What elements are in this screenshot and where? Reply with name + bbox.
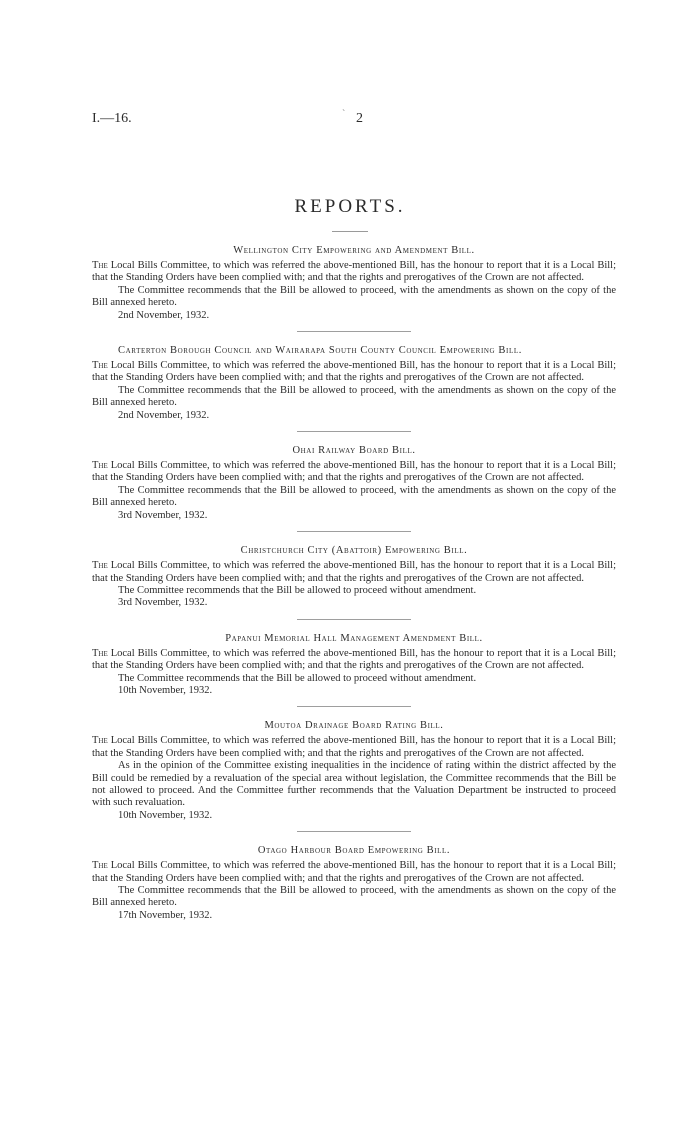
- report-recommendation: The Committee recommends that the Bill be allowed to proceed, with the amendments as shown on the copy of the Bill annexed hereto.: [92, 484, 616, 509]
- report-date: 2nd November, 1932.: [118, 409, 210, 421]
- report-date: 3rd November, 1932.: [118, 509, 208, 521]
- report-paragraph: [92, 560, 616, 585]
- report-wellington: [92, 244, 616, 322]
- title-divider: [332, 231, 368, 232]
- report-recommendation: The Committee recommends that the Bill be allowed to proceed, with the amendments as shown on the copy of the Bill annexed hereto.: [92, 885, 616, 909]
- paragraph-lead: The: [92, 647, 108, 659]
- report-paragraph: [92, 260, 616, 285]
- paragraph-lead: The: [92, 860, 108, 872]
- paragraph-text: Local Bills Committee, to which was referred the above-mentioned Bill, has the honour to report that it is a Local Bill; that the Standing Orders have been complied with; and that the rights and prerogatives of the Crown are not affected.: [92, 860, 616, 884]
- report-body: [92, 460, 616, 522]
- section-divider: [297, 431, 411, 432]
- section-divider: [297, 706, 411, 707]
- section-divider: [297, 619, 411, 620]
- paragraph-text: Local Bills Committee, to which was referred the above-mentioned Bill, has the honour to report that it is a Local Bill; that the Standing Orders have been complied with; and that the rights and prerogatives of the Crown are not affected.: [92, 735, 616, 759]
- report-body: [92, 860, 616, 922]
- report-recommendation: As in the opinion of the Committee existing inequalities in the incidence of rating within the district affected by the Bill could be remedied by a revaluation of the special area without legislation, the Committee recommends that the Bill be not allowed to proceed. And the Committee further recommends that the Valuation Department be instructed to proceed with such revaluation.: [92, 760, 616, 809]
- report-paragraph: [92, 860, 616, 885]
- paragraph-text: Local Bills Committee, to which was referred the above-mentioned Bill, has the honour to report that it is a Local Bill; that the Standing Orders have been complied with; and that the rights and prerogatives of the Crown are not affected.: [92, 560, 616, 584]
- paragraph-lead: The: [92, 260, 108, 271]
- section-divider: [297, 831, 411, 832]
- report-recommendation: The Committee recommends that the Bill be allowed to proceed, with the amendments as shown on the copy of the Bill annexed hereto.: [92, 284, 616, 309]
- report-ohai: [92, 444, 616, 522]
- report-date: 2nd November, 1932.: [118, 309, 210, 321]
- report-body: [92, 560, 616, 610]
- report-title: Carterton Borough Council and Wairarapa South County Council Empowering Bill.: [118, 345, 522, 357]
- report-paragraph: [92, 735, 616, 760]
- report-title: Wellington City Empowering and Amendment Bill.: [233, 245, 475, 256]
- report-paragraph: [92, 648, 616, 673]
- report-title: Ohai Railway Board Bill.: [292, 445, 416, 457]
- paragraph-text: Local Bills Committee, to which was referred the above-mentioned Bill, has the honour to report that it is a Local Bill; that the Standing Orders have been complied with; and that the rights and prerogatives of the Crown are not affected.: [92, 260, 616, 284]
- paragraph-lead: The: [92, 735, 108, 747]
- reports-list: [92, 244, 616, 922]
- section-divider: [297, 331, 411, 332]
- document-reference: I.—16.: [92, 111, 132, 126]
- report-recommendation: The Committee recommends that the Bill be allowed to proceed without amendment.: [118, 584, 477, 596]
- paragraph-text: Local Bills Committee, to which was referred the above-mentioned Bill, has the honour to report that it is a Local Bill; that the Standing Orders have been complied with; and that the rights and prerogatives of the Crown are not affected.: [92, 460, 616, 484]
- report-date: 10th November, 1932.: [118, 684, 213, 696]
- report-date: 3rd November, 1932.: [118, 597, 208, 609]
- report-title: Christchurch City (Abattoir) Empowering Bill.: [240, 545, 468, 557]
- report-christchurch: [92, 544, 616, 610]
- report-recommendation: The Committee recommends that the Bill be allowed to proceed, with the amendments as shown on the copy of the Bill annexed hereto.: [92, 384, 616, 409]
- report-body: [92, 648, 616, 698]
- report-date: 17th November, 1932.: [118, 909, 213, 921]
- report-title: Otago Harbour Board Empowering Bill.: [257, 845, 451, 857]
- paragraph-text: Local Bills Committee, to which was referred the above-mentioned Bill, has the honour to report that it is a Local Bill; that the Standing Orders have been complied with; and that the rights and prerogatives of the Crown are not affected.: [92, 360, 616, 384]
- report-paragraph: [92, 460, 616, 485]
- report-moutoa: [92, 719, 616, 822]
- report-title: Papanui Memorial Hall Management Amendment Bill.: [225, 632, 483, 644]
- report-papanui: [92, 632, 616, 698]
- report-otago: [92, 844, 616, 922]
- report-carterton: [92, 344, 616, 422]
- report-title: Moutoa Drainage Board Rating Bill.: [264, 720, 444, 732]
- paragraph-lead: The: [92, 460, 108, 472]
- page-title: REPORTS.: [294, 196, 406, 217]
- report-body: [92, 360, 616, 422]
- paragraph-lead: The: [92, 560, 108, 572]
- page-number: 2: [356, 111, 363, 126]
- report-paragraph: [92, 360, 616, 385]
- section-divider: [297, 531, 411, 532]
- report-body: [92, 735, 616, 822]
- paragraph-text: Local Bills Committee, to which was referred the above-mentioned Bill, has the honour to report that it is a Local Bill; that the Standing Orders have been complied with; and that the rights and prerogatives of the Crown are not affected.: [92, 647, 616, 672]
- report-recommendation: The Committee recommends that the Bill be allowed to proceed without amendment.: [118, 672, 477, 684]
- report-body: [92, 260, 616, 322]
- paragraph-lead: The: [92, 360, 108, 372]
- stray-mark: `: [342, 109, 346, 120]
- report-date: 10th November, 1932.: [118, 809, 213, 821]
- page-header: [92, 111, 616, 129]
